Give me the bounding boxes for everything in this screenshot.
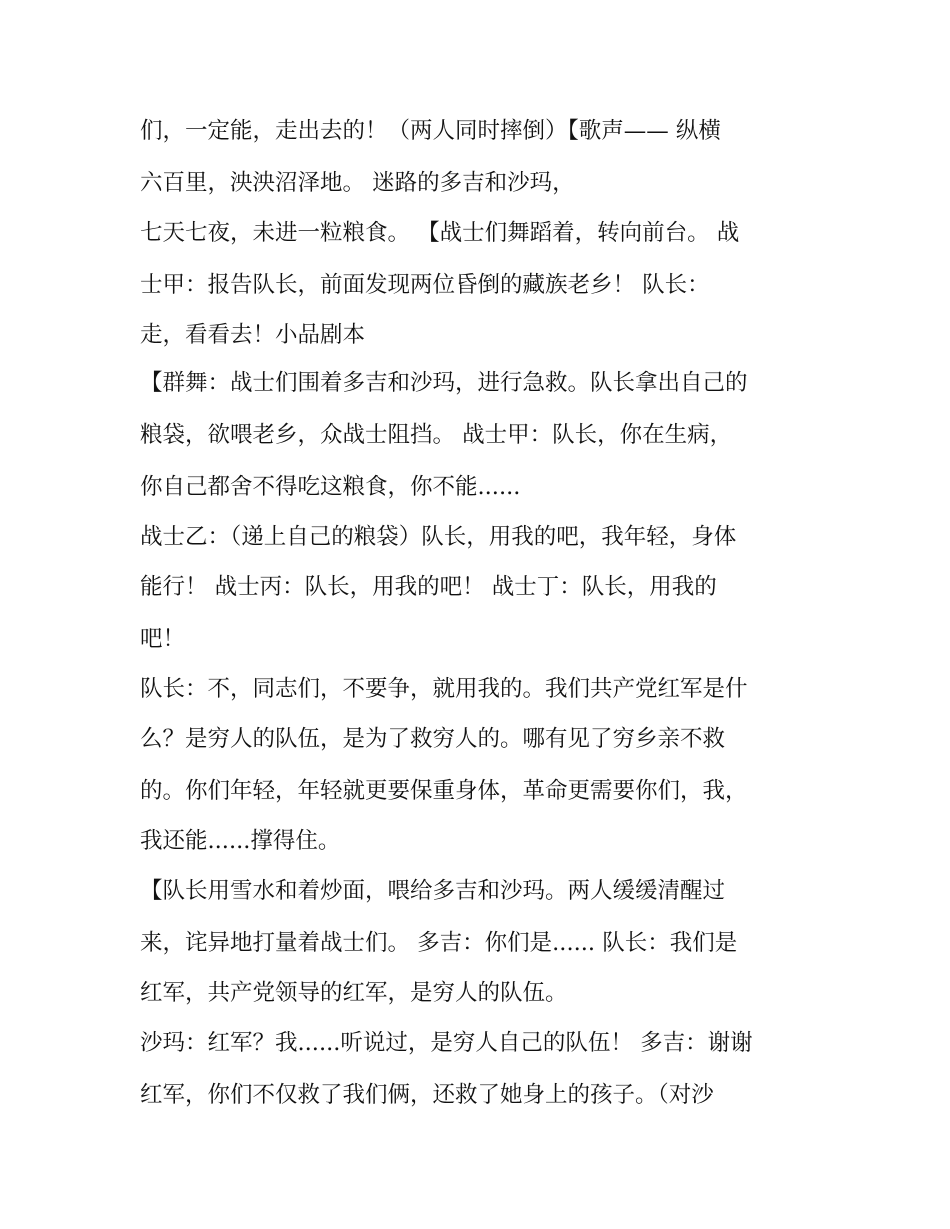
text-line: 士甲：报告队长，前面发现两位昏倒的藏族老乡！ 队长：: [140, 272, 710, 298]
text-line: 走，看看去！小品剧本: [140, 322, 366, 348]
text-line: 沙玛：红军？我......听说过，是穷人自己的队伍！ 多吉：谢谢: [140, 1030, 753, 1056]
text-line: 【队长用雪水和着炒面，喂给多吉和沙玛。两人缓缓清醒过: [140, 878, 726, 904]
text-line: 六百里，泱泱沼泽地。 迷路的多吉和沙玛，: [140, 170, 575, 196]
text-line: 么？是穷人的队伍，是为了救穷人的。哪有见了穷乡亲不救: [140, 726, 726, 752]
text-line: 七天七夜，未进一粒粮食。 【战士们舞蹈着，转向前台。 战: [140, 220, 740, 246]
text-line: 的。你们年轻，年轻就更要保重身体，革命更需要你们，我，: [140, 778, 748, 804]
text-line: 【群舞：战士们围着多吉和沙玛，进行急救。队长拿出自己的: [140, 370, 748, 396]
text-line: 来，诧异地打量着战士们。 多吉：你们是...... 队长：我们是: [140, 930, 738, 956]
text-line: 你自己都舍不得吃这粮食，你不能......: [140, 474, 521, 500]
text-line: 战士乙：（递上自己的粮袋）队长，用我的吧，我年轻，身体: [140, 524, 737, 550]
text-line: 粮袋，欲喂老乡，众战士阻挡。 战士甲：队长，你在生病，: [140, 422, 733, 448]
text-line: 吧！: [140, 626, 186, 652]
text-line: 红军，你们不仅救了我们俩，还救了她身上的孩子。（对沙: [140, 1082, 714, 1108]
text-line: 红军，共产党领导的红军，是穷人的队伍。: [140, 980, 568, 1006]
text-line: 队长：不，同志们，不要争，就用我的。我们共产党红军是什: [140, 676, 748, 702]
text-line: 们，一定能，走出去的！（两人同时摔倒）【歌声—— 纵横: [140, 118, 721, 144]
text-line: 我还能......撑得住。: [140, 828, 341, 854]
text-line: 能行！ 战士丙：队长，用我的吧！ 战士丁：队长，用我的: [140, 574, 717, 600]
